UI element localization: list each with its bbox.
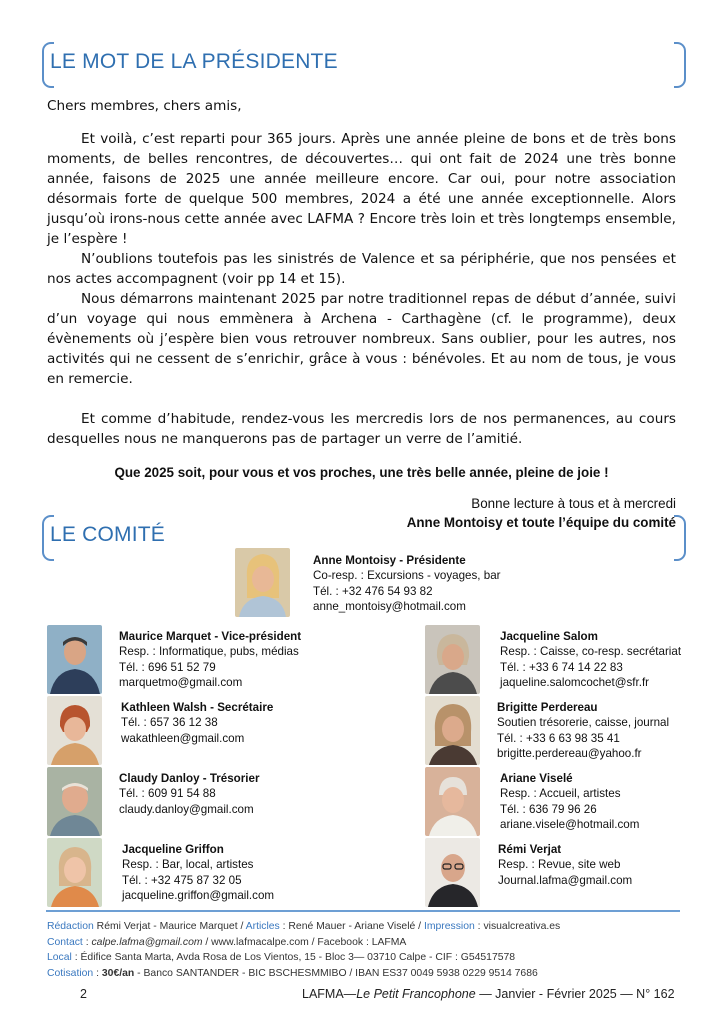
member-photo-ariane-visele	[425, 767, 480, 836]
contact-line: Contact : calpe.lafma@gmail.com / www.lafmacalpe.com / Facebook : LAFMA	[47, 936, 407, 948]
member-email: wakathleen@gmail.com	[121, 731, 245, 745]
member-photo-claudy-danloy	[47, 767, 102, 836]
credits-line	[47, 919, 560, 935]
impression-value: : visualcreativa.es	[474, 921, 561, 932]
redaction-label: Rédaction	[47, 921, 94, 932]
member-anne-montoisy	[313, 553, 501, 614]
member-name: Kathleen Walsh - Secrétaire	[121, 701, 274, 714]
impression-label: Impression	[423, 921, 475, 932]
member-claudy-danloy	[119, 771, 259, 817]
cotisation-rest: - Banco SANTANDER - BIC BSCHESMMIBO / IBAN ES37 0049 5938 0229 9514 7686	[134, 967, 538, 979]
member-role: Resp. : Revue, site web	[498, 858, 621, 872]
letter-paragraph-4: Et comme d’habitude, rendez-vous les mercredis lors de nos permanences, au cours desquelles nous ne manquerons pas de partager un verre de l’amitié.	[47, 411, 676, 447]
member-phone: Tél. : 636 79 96 26	[500, 802, 597, 816]
member-phone: Tél. : +32 475 87 32 05	[122, 873, 242, 887]
member-name: Jacqueline Griffon	[122, 843, 224, 856]
letter-paragraph-1: Et voilà, c’est reparti pour 365 jours. Après une année pleine de bons et de très bons moments, de belles rencontres, de découvertes… qui ont fait de 2024 une très bonne année, faisons de 2025 une année meilleure encore. Car oui, pour notre association désormais forte de quelque 500 membres, 2024 a été une année exceptionnelle. Alors jusqu’où irons-nous cette année avec LAFMA ? Encore très loin et très longtemps ensemble, je l’espère !	[47, 131, 676, 247]
member-role: Resp. : Accueil, artistes	[500, 787, 621, 801]
member-email: ariane.visele@hotmail.com	[500, 817, 640, 831]
member-photo-jacqueline-griffon	[47, 838, 102, 907]
member-ariane-visele	[500, 771, 639, 832]
member-role: Co-resp. : Excursions - voyages, bar	[313, 569, 501, 583]
member-phone: Tél. : 696 51 52 79	[119, 660, 216, 674]
closing-wish: Que 2025 soit, pour vous et vos proches, une très belle année, pleine de joie !	[114, 465, 609, 480]
local-value: : Édifice Santa Marta, Avda Rosa de Los Vientos, 15 - Bloc 3— 03710 Calpe - CIF : G54517578	[71, 952, 516, 963]
member-role: Resp. : Bar, local, artistes	[122, 858, 254, 872]
articles-label: Articles	[245, 921, 280, 932]
signoff-text: Bonne lecture à tous et à mercredi	[471, 496, 676, 511]
member-name: Anne Montoisy - Présidente	[313, 554, 466, 567]
member-phone: Tél. : 609 91 54 88	[119, 787, 216, 801]
letter-greeting: Chers membres, chers amis,	[47, 98, 242, 114]
member-phone: Tél. : +33 6 74 14 22 83	[500, 660, 623, 674]
president-section-title: LE MOT DE LA PRÉSIDENTE	[50, 50, 338, 73]
member-maurice-marquet	[119, 629, 301, 690]
member-name: Ariane Viselé	[500, 772, 573, 785]
member-role: Resp. : Caisse, co-resp. secrétariat	[500, 645, 682, 659]
member-photo-jacqueline-salom	[425, 625, 480, 694]
member-phone: Tél. : +32 476 54 93 82	[313, 584, 433, 598]
member-kathleen-walsh	[121, 700, 273, 746]
member-name: Jacqueline Salom	[500, 630, 598, 643]
president-letter	[47, 96, 676, 532]
member-jacqueline-salom	[500, 629, 681, 690]
member-brigitte-perdereau	[497, 700, 669, 761]
publication-issue: — Janvier - Février 2025 — N° 162	[475, 987, 675, 1001]
member-email: marquetmo@gmail.com	[119, 675, 243, 689]
signer-name: Anne Montoisy et toute l’équipe du comité	[406, 515, 676, 530]
letter-paragraph-2: N’oublions toutefois pas les sinistrés de Valence et sa périphérie, que nos pensées et nos actes accompagnent (voir pp 14 et 15).	[47, 251, 676, 287]
footer-divider	[46, 910, 680, 912]
president-section-header	[36, 42, 686, 90]
contact-email: calpe.lafma@gmail.com	[91, 936, 203, 948]
redaction-value: Rémi Verjat - Maurice Marquet /	[93, 921, 246, 932]
member-email: jaqueline.salomcochet@sfr.fr	[500, 675, 650, 689]
member-name: Rémi Verjat	[498, 843, 562, 856]
member-photo-brigitte-perdereau	[425, 696, 480, 765]
cotisation-amount: 30€/an	[101, 967, 135, 979]
member-phone: Tél. : +33 6 63 98 35 41	[497, 731, 620, 745]
member-email: claudy.danloy@gmail.com	[119, 802, 254, 816]
contact-label: Contact	[47, 936, 83, 948]
local-line	[47, 950, 560, 966]
member-jacqueline-griffon	[122, 842, 274, 903]
member-photo-remi-verjat	[425, 838, 480, 907]
letter-paragraph-3: Nous démarrons maintenant 2025 par notre traditionnel repas de début d’année, suivi d’un voyage qui nous emmènera à Archena - Carthagène (cf. le programme), deux évènements où j’espère bien vous retrouver nombreux. Sans oublier, pour les autres, nos activités qui ne cessent de s’enrichir, grâce à vous : bénévoles. Et au nom de tous, je vous en remercie.	[47, 291, 676, 387]
right-bracket-decoration	[674, 515, 686, 561]
member-name: Claudy Danloy - Trésorier	[119, 772, 260, 785]
member-email: anne_montoisy@hotmail.com	[313, 599, 466, 613]
publication-line	[302, 987, 675, 1001]
member-name: Maurice Marquet - Vice-président	[119, 630, 302, 643]
member-remi-verjat	[498, 842, 632, 888]
right-bracket-decoration	[674, 42, 686, 88]
publication-prefix: LAFMA—	[302, 987, 357, 1001]
member-role: Resp. : Informatique, pubs, médias	[119, 645, 299, 659]
member-email: brigitte.perdereau@yahoo.fr	[497, 746, 642, 760]
member-email: jacqueline.griffon@gmail.com	[122, 888, 275, 902]
member-email: Journal.lafma@gmail.com	[498, 873, 633, 887]
member-photo-anne-montoisy	[235, 548, 290, 617]
member-photo-maurice-marquet	[47, 625, 102, 694]
cotisation-label: Cotisation	[47, 967, 94, 979]
cotisation-line: Cotisation : 30€/an - Banco SANTANDER - BIC BSCHESMMIBO / IBAN ES37 0049 5938 0229 9514 7686	[47, 967, 538, 979]
articles-value: : René Mauer - Ariane Viselé /	[279, 921, 424, 932]
member-role: Soutien trésorerie, caisse, journal	[497, 716, 670, 730]
committee-section-title: LE COMITÉ	[50, 523, 165, 546]
member-photo-kathleen-walsh	[47, 696, 102, 765]
member-name: Brigitte Perdereau	[497, 701, 598, 714]
member-phone: Tél. : 657 36 12 38	[121, 716, 218, 730]
local-label: Local	[47, 952, 72, 963]
publication-title: Le Petit Francophone	[356, 987, 476, 1001]
colophon	[47, 919, 560, 981]
page-number: 2	[80, 987, 87, 1001]
contact-rest: / www.lafmacalpe.com / Facebook : LAFMA	[202, 936, 407, 948]
